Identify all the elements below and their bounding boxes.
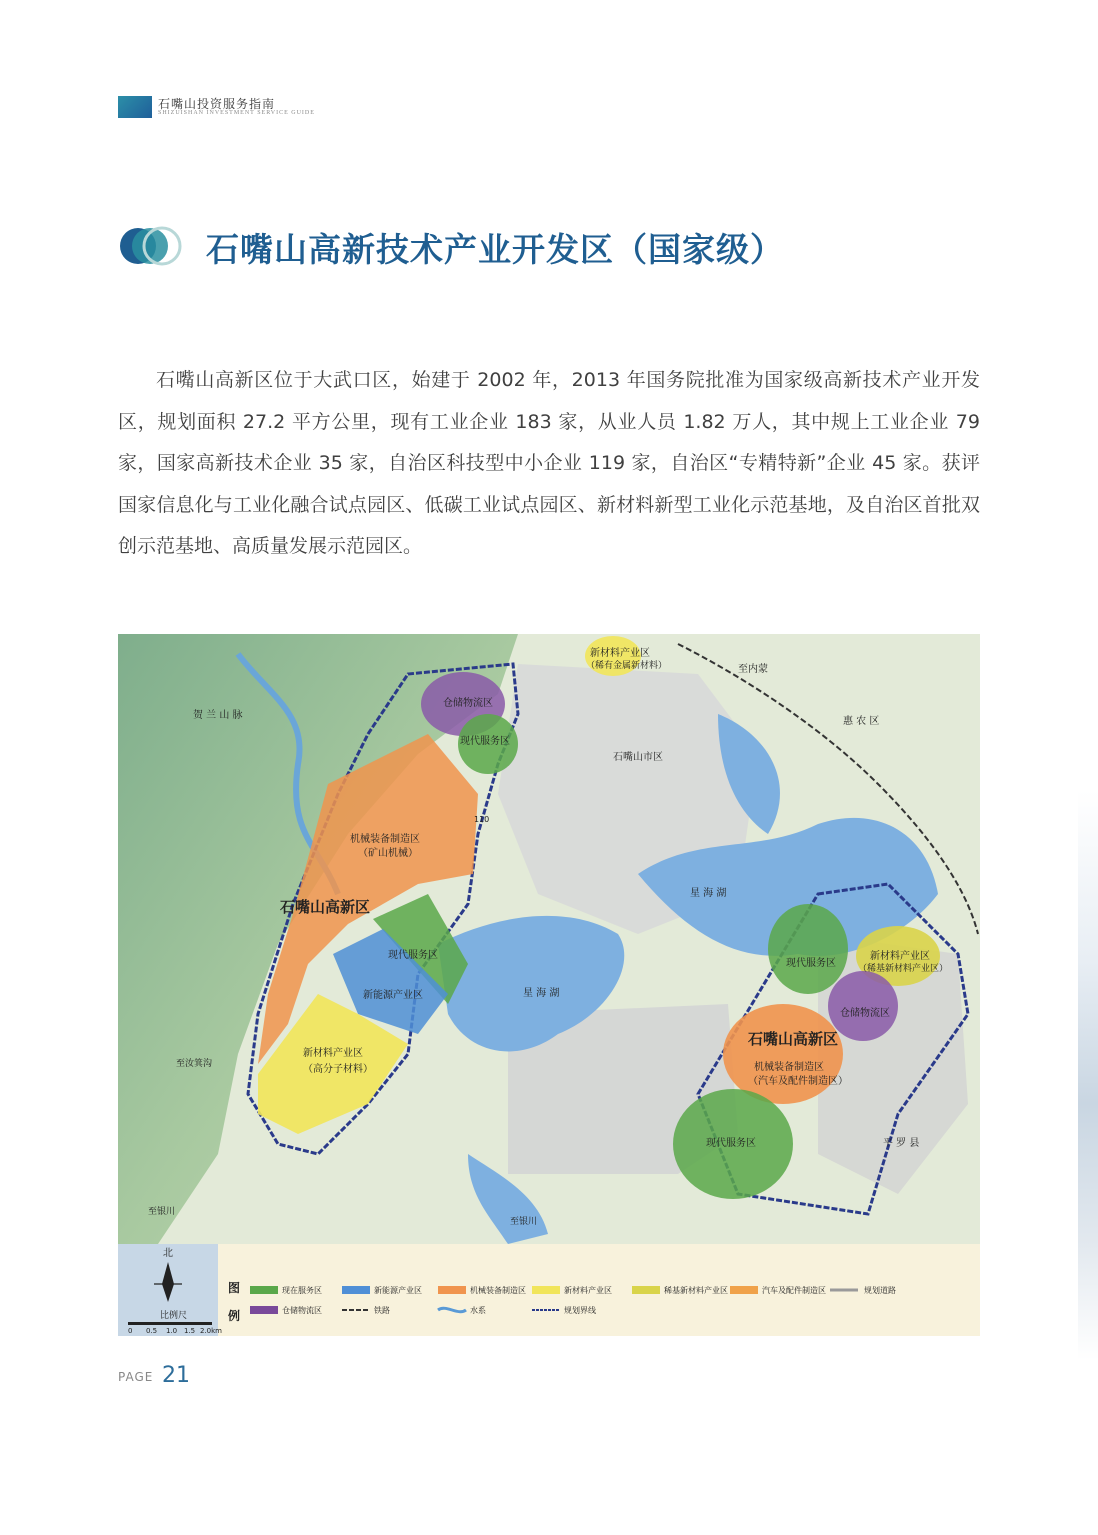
zone-cangchu-east — [828, 971, 898, 1041]
label-cangchu-east: 仓储物流区 — [840, 1008, 890, 1019]
label-xincailiao-west: 新材料产业区 — [303, 1048, 363, 1059]
legend-swatch-7 — [250, 1306, 278, 1314]
legend-label-7: 仓储物流区 — [282, 1306, 322, 1315]
legend-label-9: 水系 — [470, 1306, 486, 1315]
legend-swatch-4 — [632, 1286, 660, 1294]
label-zhiyinchuan-south: 至银川 — [510, 1217, 538, 1227]
legend-swatch-1 — [342, 1286, 370, 1294]
scale-label: 比例尺 — [160, 1311, 188, 1321]
label-jixie-west-sub: （矿山机械） — [358, 848, 418, 859]
label-xincailiao-top: 新材料产业区 — [590, 648, 650, 659]
header-logo-mark — [118, 96, 152, 118]
label-jixie-east-sub: （汽车及配件制造区） — [748, 1076, 848, 1087]
label-zhineimeng: 至内蒙 — [738, 664, 768, 675]
north-label: 北 — [163, 1248, 173, 1259]
section-circles-icon — [118, 226, 184, 266]
label-zhiruqian: 至汝箕沟 — [176, 1059, 213, 1069]
label-xiandai-west-top: 现代服务区 — [460, 736, 510, 747]
label-huinong: 惠 农 区 — [843, 716, 880, 727]
header-title: 石嘴山投资服务指南 — [158, 97, 276, 111]
legend-label-4: 稀基新材料产业区 — [664, 1286, 728, 1295]
legend-label-5: 汽车及配件制造区 — [762, 1286, 826, 1295]
legend-swatch-2 — [438, 1286, 466, 1294]
label-xiandai-west: 现代服务区 — [388, 950, 438, 961]
label-xinghaihu-east: 星 海 湖 — [690, 888, 727, 899]
legend-swatch-5 — [730, 1286, 758, 1294]
legend-label-6: 规划道路 — [864, 1286, 896, 1295]
legend-label-0: 现在服务区 — [282, 1286, 322, 1295]
legend-label-10: 规划界线 — [564, 1306, 596, 1315]
legend-title-top: 图 — [228, 1281, 241, 1295]
label-xincailiao-west-sub: （高分子材料） — [303, 1064, 373, 1075]
scale-tick-2: 1.0 — [166, 1327, 178, 1335]
label-zhiyinchuan-west: 至银川 — [148, 1207, 176, 1217]
scale-tick-4: 2.0km — [200, 1327, 223, 1335]
scale-tick-0: 0 — [128, 1327, 133, 1335]
label-xincailiao-east: 新材料产业区 — [870, 951, 930, 962]
header-subtitle: SHIZUISHAN INVESTMENT SERVICE GUIDE — [158, 110, 315, 116]
scale-tick-1: 0.5 — [146, 1327, 158, 1335]
label-gaoxin-west: 石嘴山高新区 — [280, 898, 371, 916]
intro-paragraph: 石嘴山高新区位于大武口区，始建于 2002 年，2013 年国务院批准为国家级高新技术产业开发区，规划面积 27.2 平方公里，现有工业企业 183 家，从业人员 1.82 万人，其中规上工业企业 79 家，国家高新技术企业 35 家，自治区科技型中小企业 119 家，自治区“专精特新”企业 45 家。获评国家信息化与工业化融合试点园区、低碳工业试点园区、新材料新型工业化示范基地，及自治区首批双创示范基地、高质量发展示范园区。 — [118, 369, 980, 557]
label-xiandai-east-top: 现代服务区 — [786, 958, 836, 969]
legend-label-2: 机械装备制造区 — [470, 1286, 526, 1295]
label-xinghaihu-west: 星 海 湖 — [523, 988, 560, 999]
page-label: PAGE — [118, 1370, 154, 1384]
label-xincailiao-top-sub: （稀有金属新材料） — [586, 661, 668, 671]
label-road-110: 110 — [474, 815, 490, 824]
page-number: 21 — [162, 1363, 190, 1388]
section-title: 石嘴山高新技术产业开发区（国家级） — [206, 230, 784, 269]
intro-paragraph-block — [118, 360, 980, 568]
label-gaoxin-east: 石嘴山高新区 — [748, 1030, 839, 1048]
legend-title-bottom: 例 — [228, 1309, 241, 1323]
label-xinnengyuan: 新能源产业区 — [363, 990, 423, 1001]
scale-tick-3: 1.5 — [184, 1327, 196, 1335]
legend-label-3: 新材料产业区 — [564, 1286, 612, 1295]
label-pingluo: 平 罗 县 — [883, 1138, 920, 1149]
label-xiandai-east-bottom: 现代服务区 — [706, 1138, 756, 1149]
legend-swatch-0 — [250, 1286, 278, 1294]
label-xincailiao-east-sub: （稀基新材料产业区） — [858, 964, 949, 974]
label-helan: 贺 兰 山 脉 — [193, 710, 243, 721]
zone-jixie-east — [723, 1004, 843, 1104]
legend-label-1: 新能源产业区 — [374, 1286, 422, 1295]
label-cangchu-west: 仓储物流区 — [443, 698, 493, 709]
zone-xiandai-east-top — [768, 904, 848, 994]
zone-map — [118, 634, 980, 1336]
legend-swatch-3 — [532, 1286, 560, 1294]
label-jixie-east: 机械装备制造区 — [754, 1062, 824, 1073]
edge-decoration — [1078, 790, 1098, 1360]
label-jixie-west: 机械装备制造区 — [350, 834, 420, 845]
label-shiqu: 石嘴山市区 — [613, 752, 663, 763]
legend-label-8: 铁路 — [374, 1306, 390, 1315]
